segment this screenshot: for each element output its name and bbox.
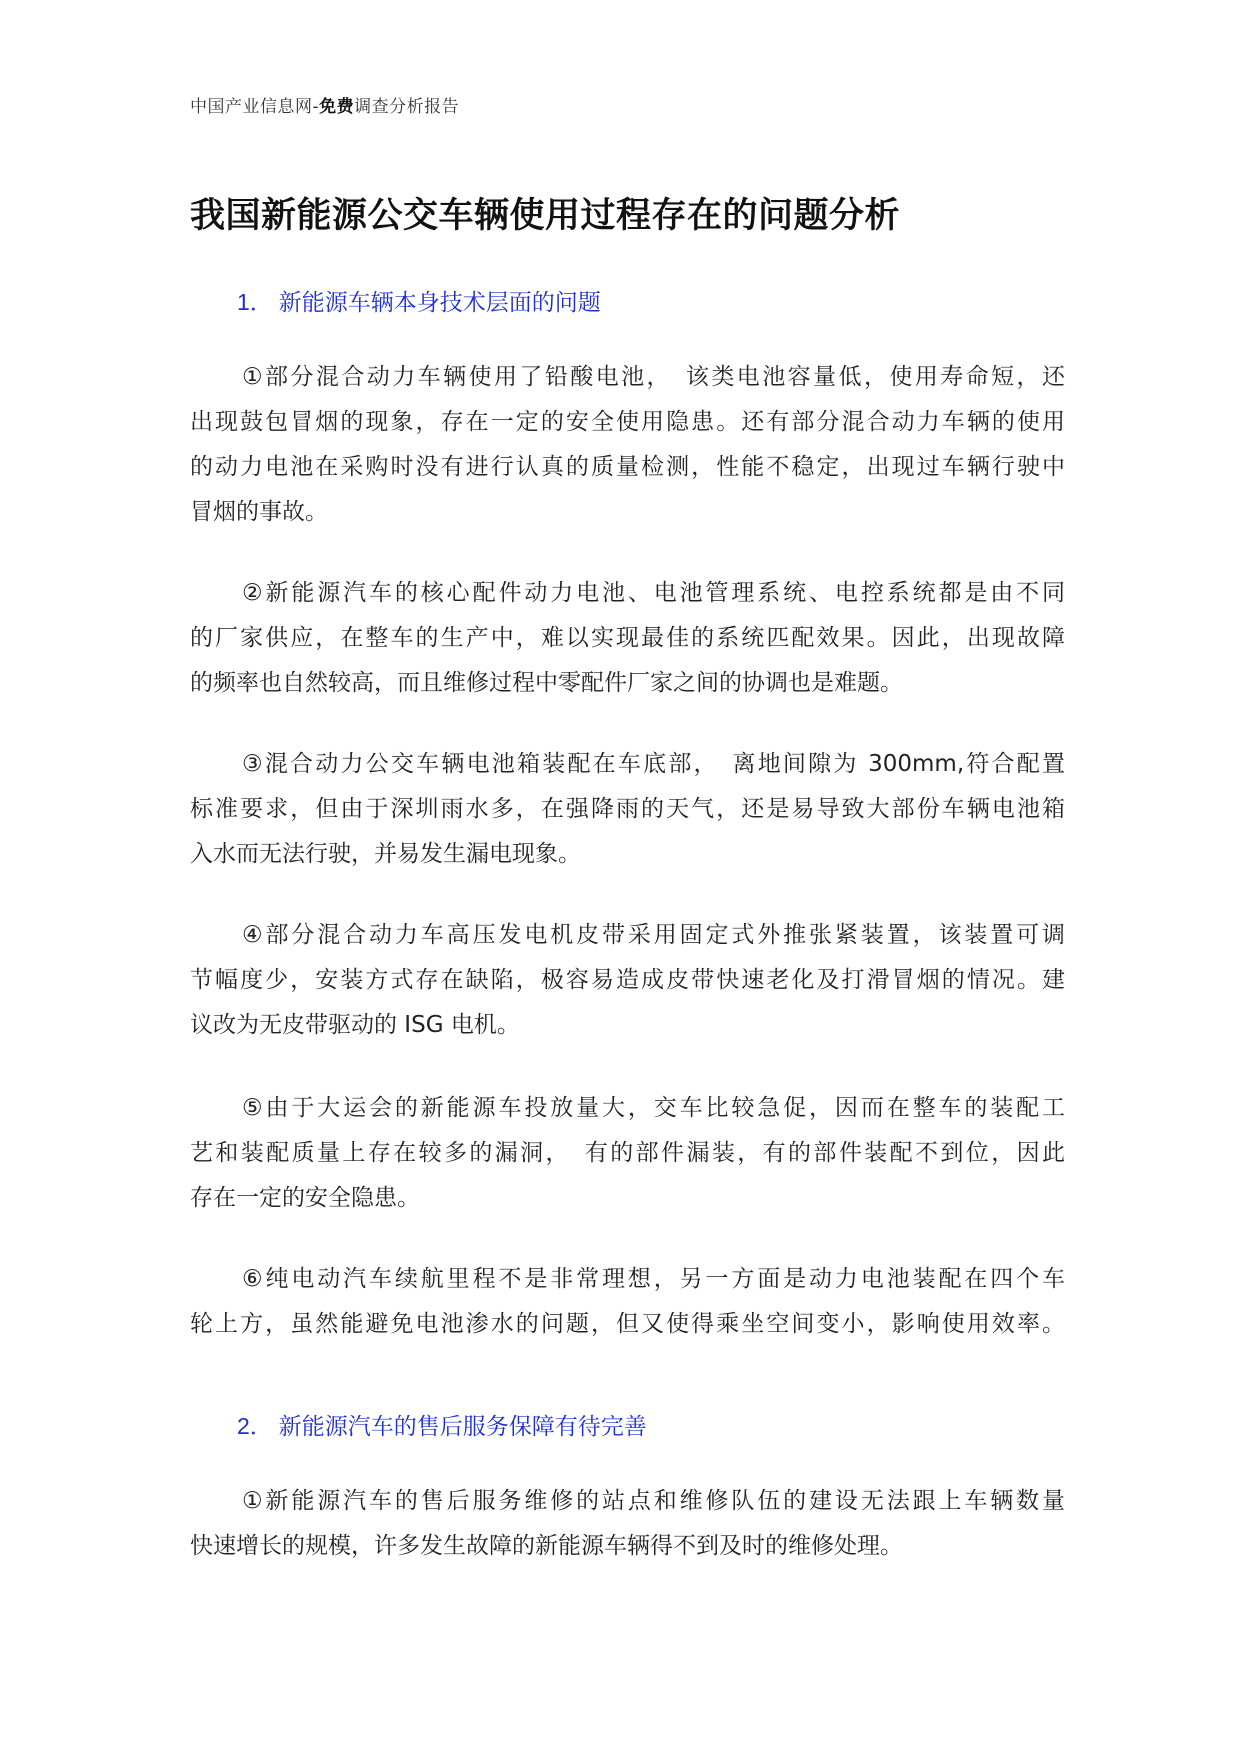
paragraph-5 — [190, 1086, 1065, 1221]
header-bold: 免费 — [319, 97, 355, 117]
section-heading-1 — [237, 284, 601, 317]
section-heading-text: 新能源汽车的售后服务保障有待完善 — [278, 1414, 647, 1440]
paragraph-line: 的动力电池在采购时没有进行认真的质量检测，性能不稳定，出现过车辆行驶中 — [190, 454, 1065, 480]
header-suffix: 调查分析报告 — [354, 97, 460, 117]
section-number: 2． — [237, 1413, 273, 1439]
paragraph-line: ②新能源汽车的核心配件动力电池、电池管理系统、电控系统都是由不同 — [242, 580, 1065, 606]
paragraph-line: ①新能源汽车的售后服务维修的站点和维修队伍的建设无法跟上车辆数量 — [242, 1488, 1065, 1514]
paragraph-line: 出现鼓包冒烟的现象，存在一定的安全使用隐患。还有部分混合动力车辆的使用 — [190, 409, 1065, 435]
paragraph-line: ③混合动力公交车辆电池箱装配在车底部， 离地间隙为 300mm,符合配置 — [242, 751, 1065, 777]
paragraph-line: 冒烟的事故。 — [190, 499, 328, 525]
header-prefix: 中国产业信息网- — [190, 97, 320, 117]
paragraph-3 — [190, 742, 1065, 877]
paragraph-line: 艺和装配质量上存在较多的漏洞， 有的部件漏装，有的部件装配不到位，因此 — [190, 1140, 1065, 1166]
section-number: 1． — [237, 289, 273, 315]
section-heading-text: 新能源车辆本身技术层面的问题 — [278, 290, 601, 316]
paragraph-line: ①部分混合动力车辆使用了铅酸电池， 该类电池容量低，使用寿命短，还 — [242, 364, 1065, 390]
paragraph-1 — [190, 355, 1065, 535]
paragraph-2 — [190, 571, 1065, 706]
paragraph-line: ④部分混合动力车高压发电机皮带采用固定式外推张紧装置，该装置可调 — [242, 922, 1065, 948]
document-title: 我国新能源公交车辆使用过程存在的问题分析 — [190, 196, 901, 236]
paragraph-6 — [190, 1257, 1065, 1347]
paragraph-line: 入水而无法行驶，并易发生漏电现象。 — [190, 841, 581, 867]
paragraph-line: 的厂家供应，在整车的生产中，难以实现最佳的系统匹配效果。因此，出现故障 — [190, 625, 1065, 651]
paragraph-line: 的频率也自然较高，而且维修过程中零配件厂家之间的协调也是难题。 — [190, 670, 903, 696]
section-heading-2 — [237, 1408, 647, 1441]
paragraph-line: 节幅度少，安装方式存在缺陷，极容易造成皮带快速老化及打滑冒烟的情况。建 — [190, 967, 1065, 993]
paragraph-line: 存在一定的安全隐患。 — [190, 1185, 420, 1211]
paragraph-line: ⑤由于大运会的新能源车投放量大，交车比较急促，因而在整车的装配工 — [242, 1095, 1065, 1121]
paragraph-line: 议改为无皮带驱动的 ISG 电机。 — [190, 1012, 520, 1038]
paragraph-4 — [190, 913, 1065, 1048]
paragraph-line: 标准要求，但由于深圳雨水多，在强降雨的天气，还是易导致大部份车辆电池箱 — [190, 796, 1065, 822]
paragraph-line: 快速增长的规模，许多发生故障的新能源车辆得不到及时的维修处理。 — [190, 1533, 903, 1559]
paragraph-line: ⑥纯电动汽车续航里程不是非常理想，另一方面是动力电池装配在四个车 — [242, 1266, 1065, 1292]
paragraph-7 — [190, 1479, 1065, 1569]
paragraph-line: 轮上方，虽然能避免电池渗水的问题，但又使得乘坐空间变小，影响使用效率。 — [190, 1311, 1065, 1337]
page-header — [190, 92, 459, 117]
